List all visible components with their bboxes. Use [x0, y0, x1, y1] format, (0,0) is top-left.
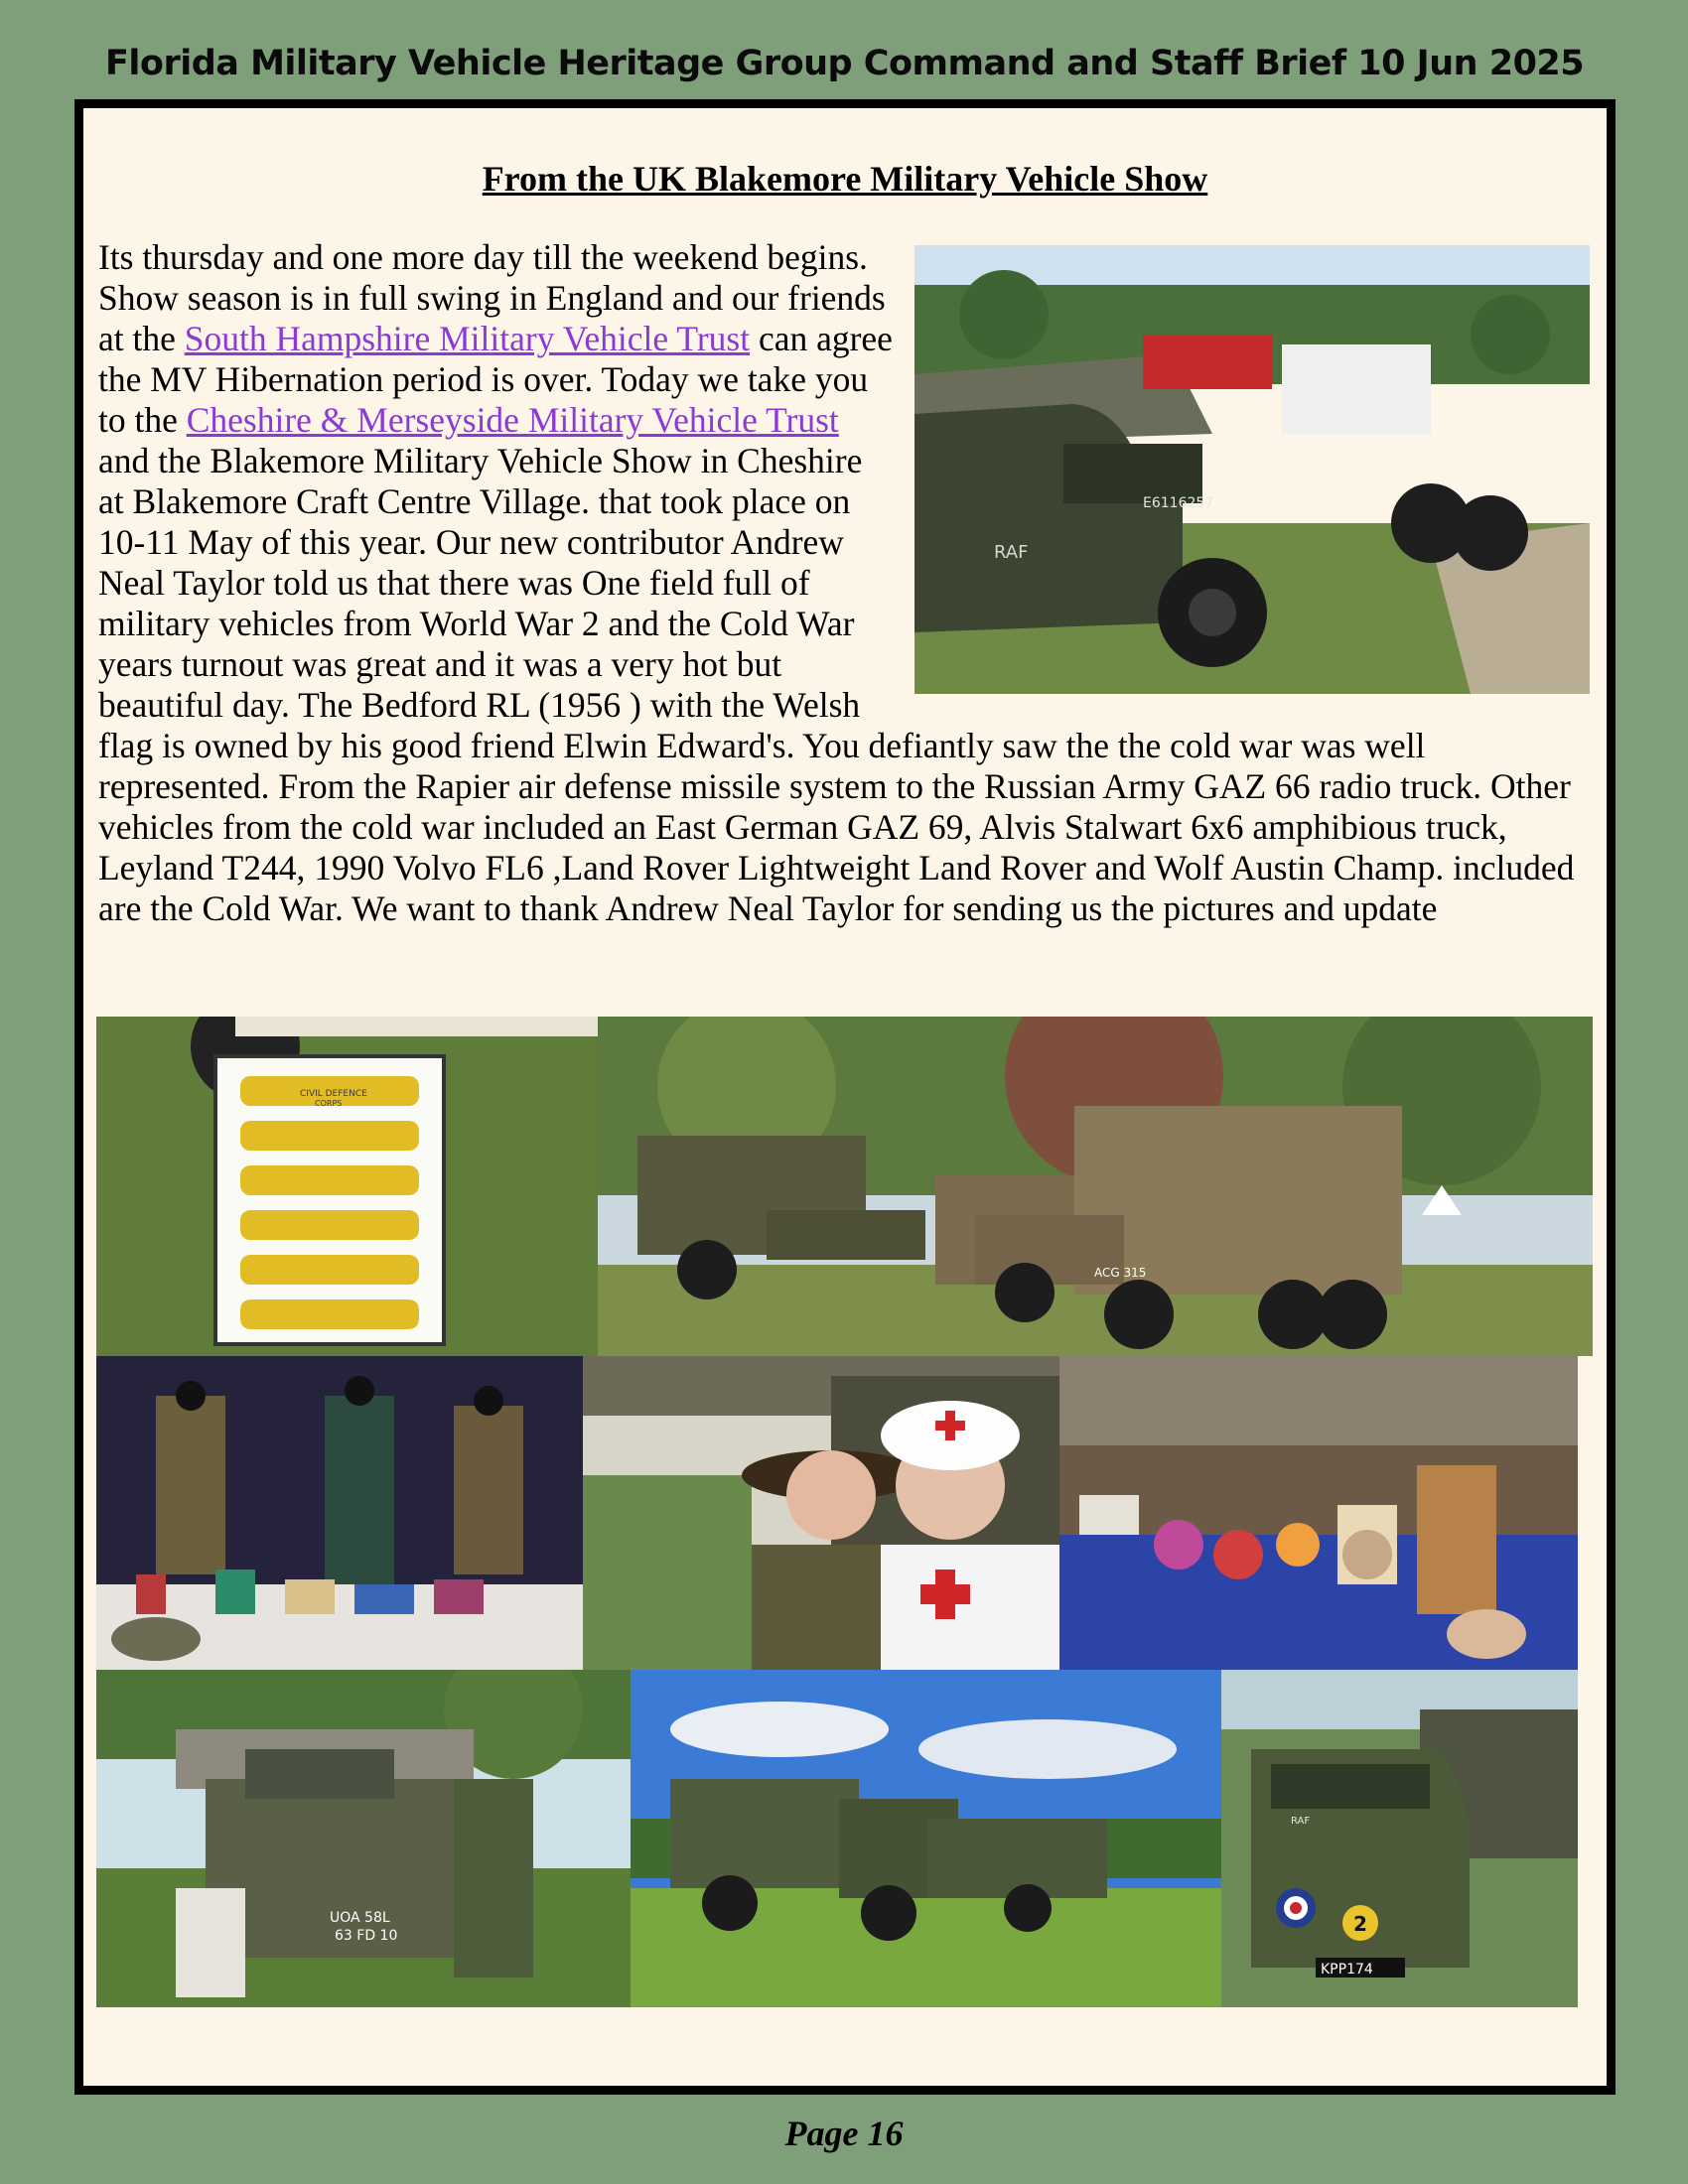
article-text-part2: can agree the MV Hibernation period is over. Today we take you to the: [98, 319, 893, 440]
photo-cargo-trucks: [631, 1670, 1221, 2007]
photo-craft-stall: [1059, 1356, 1578, 1670]
recon-plate-line1: UOA 58L: [330, 1910, 390, 1926]
article-body: [98, 237, 1598, 929]
car-side-text: RAF: [1291, 1816, 1311, 1827]
link-south-hampshire-mvt[interactable]: South Hampshire Military Vehicle Trust: [184, 319, 751, 358]
car-number-text: 2: [1353, 1912, 1367, 1936]
armband-label-2: CORPS: [315, 1099, 343, 1108]
car-plate-text: KPP174: [1321, 1962, 1373, 1978]
page-number: Page 16: [784, 2114, 904, 2153]
hero-plate-text: E6116257: [1143, 495, 1214, 511]
hero-door-text: RAF: [994, 542, 1029, 563]
photo-scout-and-nurse: [583, 1356, 1059, 1670]
article-title: From the UK Blakemore Military Vehicle Show: [482, 159, 1208, 199]
photo-raf-staff-car: [1221, 1670, 1578, 2007]
photo-uniform-display: [96, 1356, 583, 1670]
photo-armoured-recon-vehicle: [96, 1670, 631, 2007]
article-frame: [74, 99, 1616, 2095]
link-cheshire-merseyside-mvt[interactable]: Cheshire & Merseyside Military Vehicle Trust: [186, 400, 839, 440]
photo-civil-defence-armbands: [96, 1017, 598, 1356]
truck-plate-text: ACG 315: [1094, 1266, 1147, 1280]
hero-photo-raf-car: [914, 245, 1590, 694]
recon-plate-line2: 63 FD 10: [335, 1928, 398, 1944]
article-text-part3: and the Blakemore Military Vehicle Show in Cheshire at Blakemore Craft Centre Village. that took place on 10-11 May of this year. Our new contributor Andrew Neal Taylor told us that there was One field full of military vehicles from World War 2 and the Cold War years turnout was great and it was a very hot but beautiful day. The Bedford RL (1956 ) with the Welsh flag is owned by his good friend Elwin Edward's. You defiantly saw the the cold war was well represented. From the Rapier air defense missile system to the Russian Army GAZ 66 radio truck. Other vehicles from the cold war included an East German GAZ 69, Alvis Stalwart 6x6 amphibious truck, Leyland T244, 1990 Volvo FL6 ,Land Rover Lightweight Land Rover and Wolf Austin Champ. included are the Cold War. We want to thank Andrew Neal Taylor for sending us the pictures and update: [98, 441, 1575, 928]
article-text-part1: Its thursday and one more day till the weekend begins. Show season is in full swing in England and our friends at the: [98, 237, 886, 358]
armband-label: CIVIL DEFENCE: [300, 1089, 367, 1099]
newsletter-header: Florida Military Vehicle Heritage Group Command and Staff Brief 10 Jun 2025: [105, 44, 1585, 83]
photo-truck-lineup: [598, 1017, 1593, 1356]
